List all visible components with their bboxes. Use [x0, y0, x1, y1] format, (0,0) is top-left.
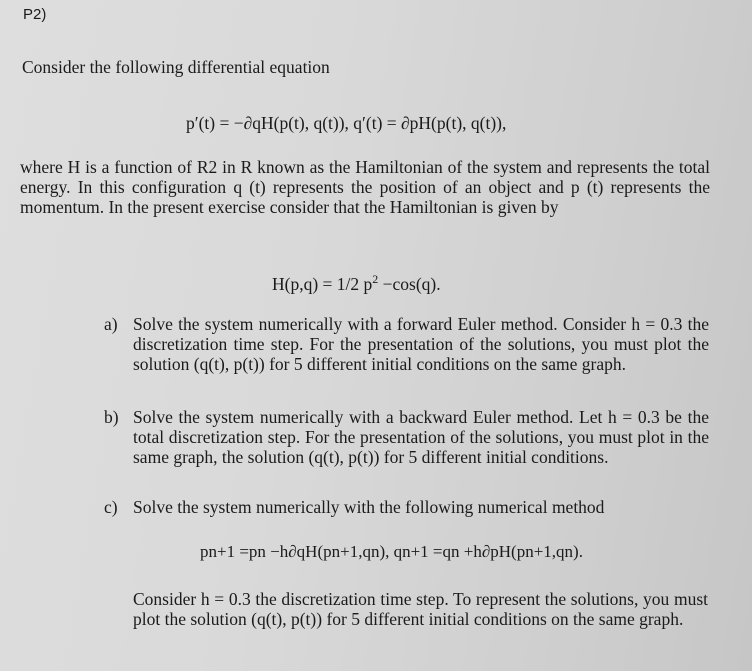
hamiltonian-exponent: 2 — [372, 272, 379, 286]
list-item-a — [104, 314, 709, 374]
item-text: Solve the system numerically with a backward Euler method. Let h = 0.3 be the total discretization step. For the presentation of the solutions, you must plot in the same graph, the solution (q(t), p(t)) for 5 different initial conditions. — [133, 407, 709, 467]
item-marker: b) — [104, 407, 119, 427]
problem-label: P2) — [23, 6, 47, 23]
numerical-method-equation: pn+1 =pn −h∂qH(pn+1,qn), qn+1 =qn +h∂pH(pn+1,qn). — [200, 542, 583, 561]
list-item-b — [104, 407, 709, 467]
item-marker: a) — [104, 314, 118, 334]
list-item-c — [104, 497, 709, 517]
consider-text: Consider h = 0.3 the discretization time step. To represent the solutions, you must plot the solution (q(t), p(t)) for 5 different initial conditions on the same graph. — [133, 589, 708, 629]
item-text: Solve the system numerically with a forward Euler method. Consider h = 0.3 the discretization time step. For the presentation of the solutions, you must plot the solution (q(t), p(t)) for 5 different initial conditions on the same graph. — [133, 314, 709, 374]
item-marker: c) — [104, 497, 118, 517]
hamiltonian-equation — [272, 272, 441, 295]
differential-equation: p′(t) = −∂qH(p(t), q(t)), q′(t) = ∂pH(p(t), q(t)), — [186, 113, 507, 133]
hamiltonian-description: where H is a function of R2 in R known as the Hamiltonian of the system and represents the total energy. In this configuration q (t) represents the position of an object and p (t) represents the momentum. In the present exercise consider that the Hamiltonian is given by — [20, 157, 710, 217]
hamiltonian-lhs: H(p,q) = 1/2 p — [272, 274, 373, 294]
item-text: Solve the system numerically with the following numerical method — [133, 497, 605, 517]
hamiltonian-rhs: −cos(q). — [378, 274, 441, 294]
intro-text: Consider the following differential equation — [22, 57, 330, 77]
